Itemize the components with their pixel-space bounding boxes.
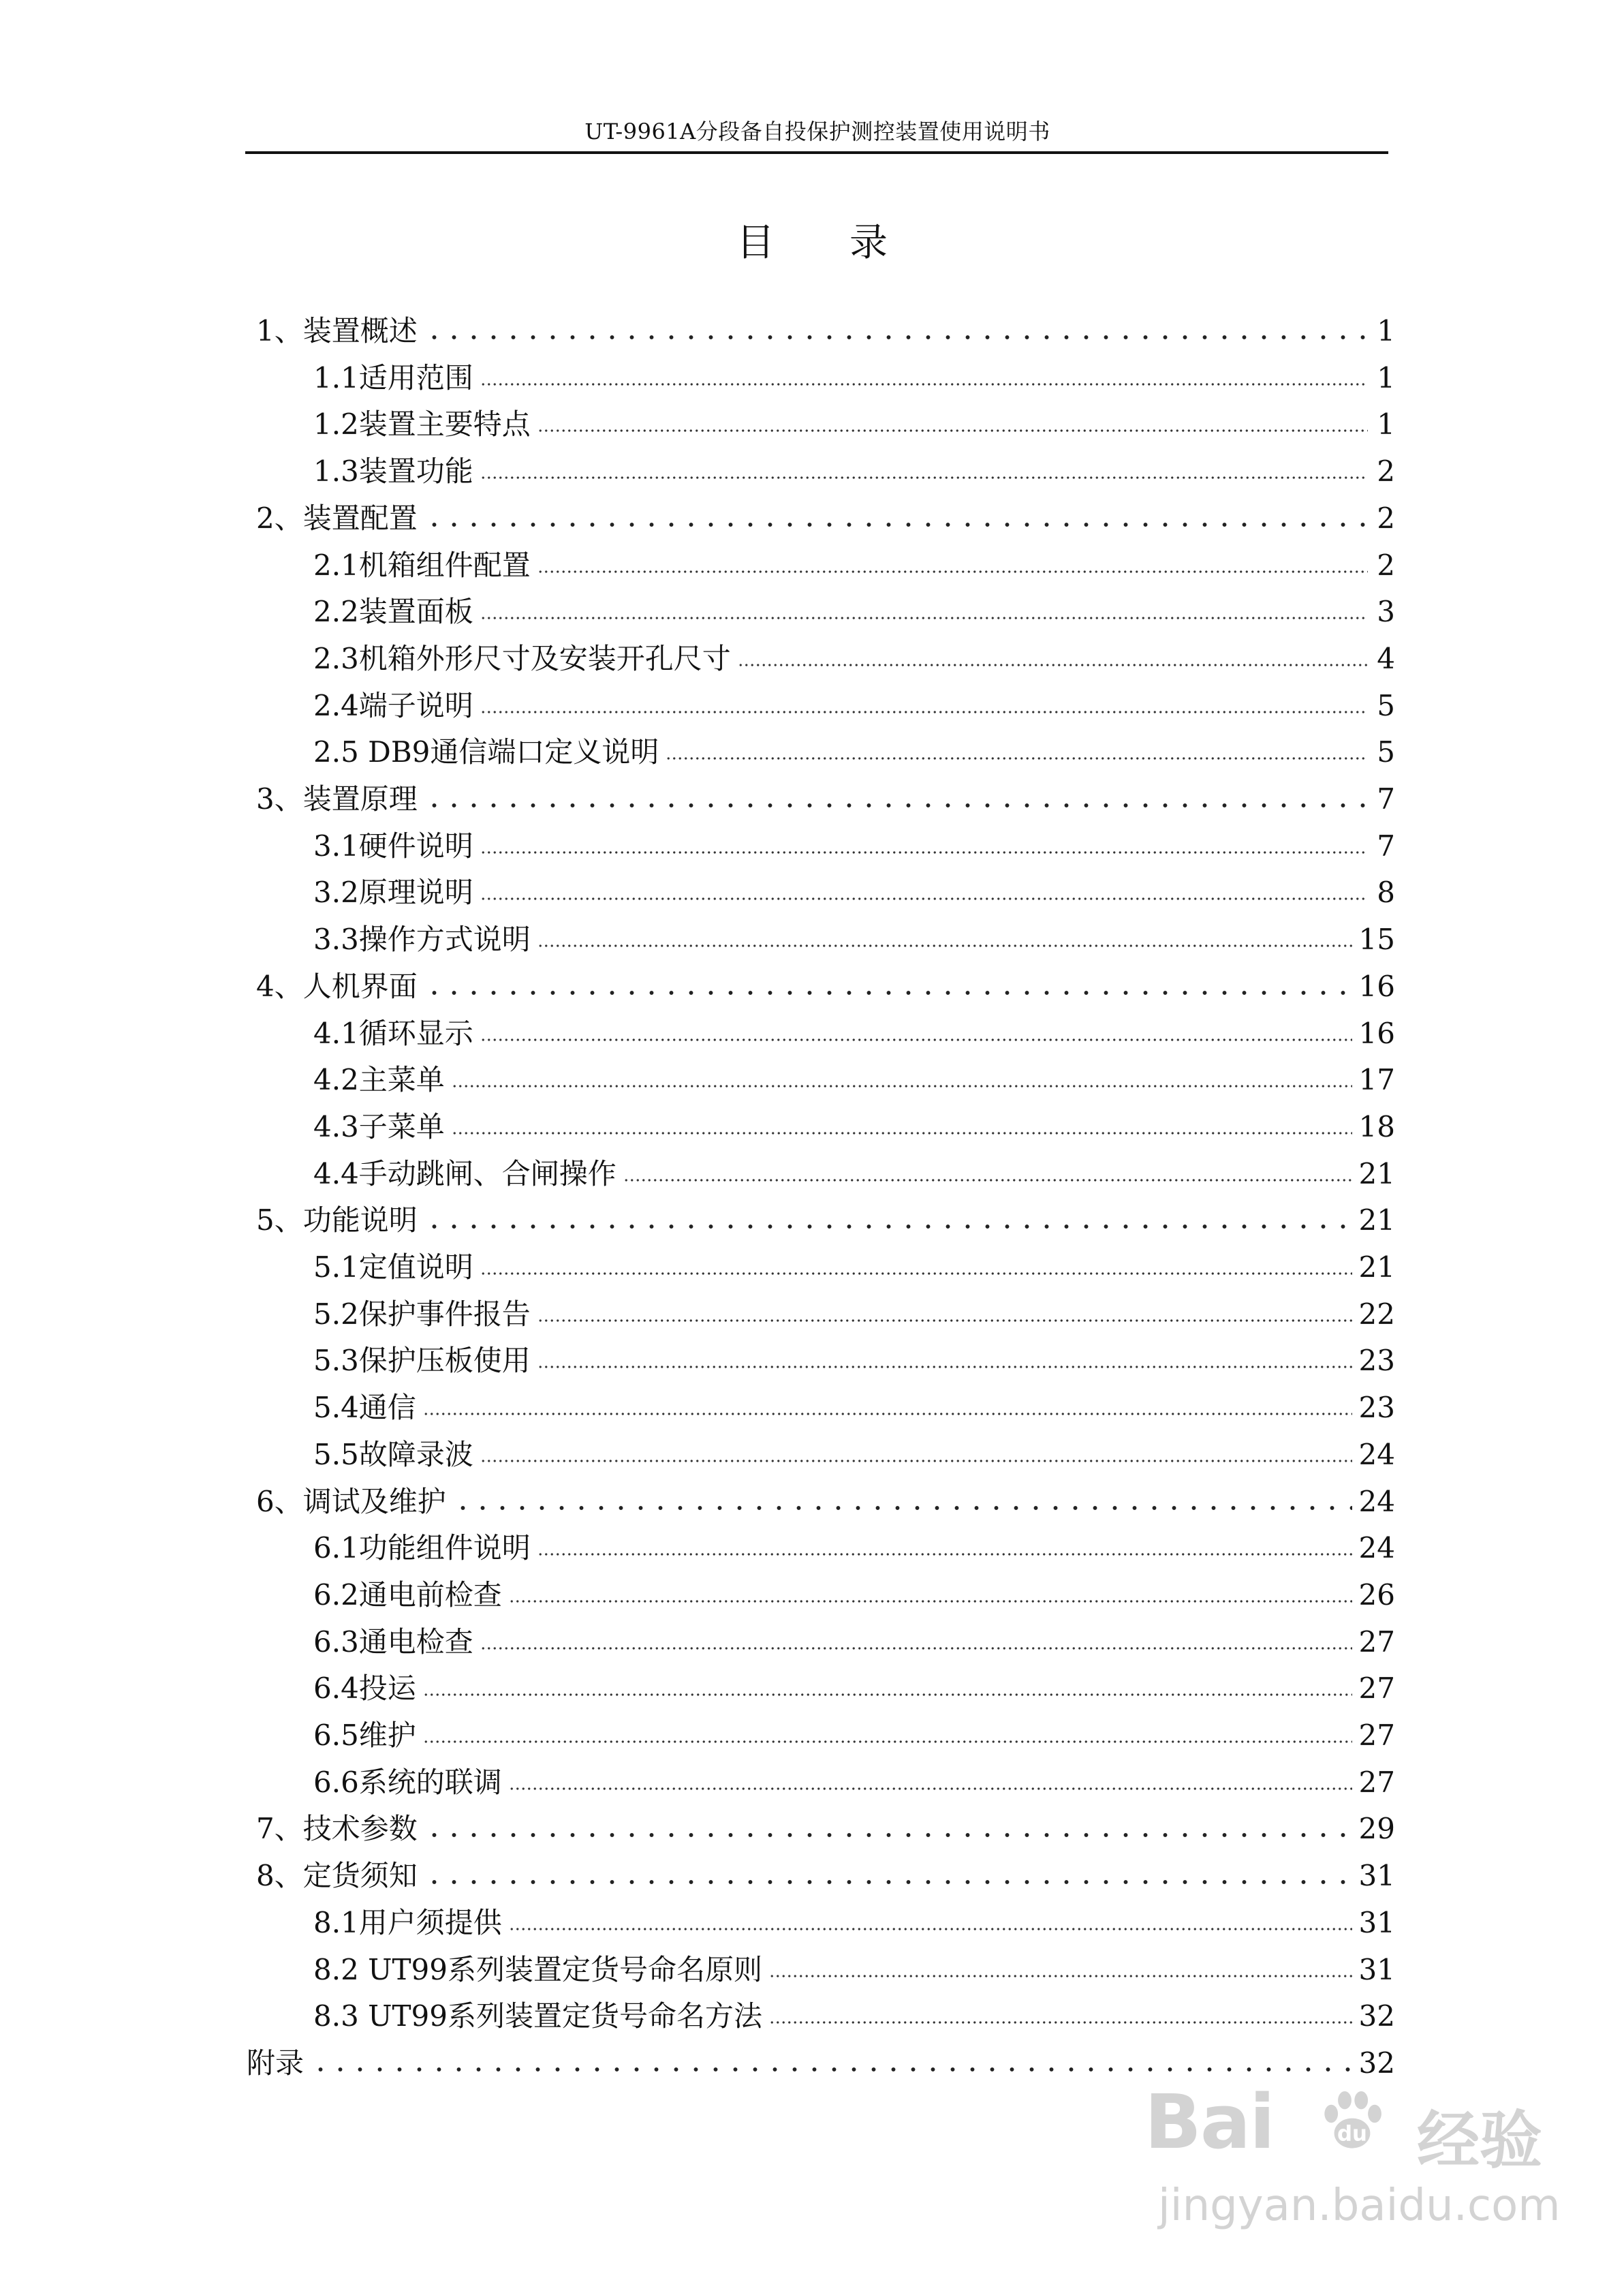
toc-page-number: 27: [1358, 1624, 1395, 1659]
toc-entry-label: 4.4手动跳闸、合闸操作: [313, 1156, 616, 1190]
toc-page-number: 24: [1358, 1437, 1395, 1471]
toc-section-row[interactable]: [313, 1669, 1395, 1708]
header-divider: [245, 151, 1388, 154]
toc-dot-leader: [509, 1926, 1352, 1932]
toc-dot-leader: [738, 662, 1368, 668]
toc-section-row[interactable]: [313, 405, 1395, 444]
toc-title-char: 目: [736, 221, 775, 265]
toc-entry-label: 2.1机箱组件配置: [313, 548, 531, 582]
toc-section-row[interactable]: [313, 1529, 1395, 1567]
toc-dot-leader: [537, 1551, 1352, 1558]
toc-section-row[interactable]: [313, 687, 1395, 725]
toc-chapter-row[interactable]: [256, 968, 1395, 1006]
toc-section-row[interactable]: [313, 1716, 1395, 1755]
toc-page-number: 27: [1358, 1765, 1395, 1799]
toc-entry-label: 附录: [247, 2046, 304, 2080]
toc-section-row[interactable]: [313, 1108, 1395, 1146]
toc-dot-leader: [480, 849, 1368, 856]
toc-dot-leader: [480, 1645, 1352, 1652]
toc-entry-label: 5.1定值说明: [313, 1250, 473, 1284]
toc-entry-label: 2、装置配置: [256, 501, 418, 535]
toc-dot-leader: [423, 1738, 1352, 1745]
toc-dot-leader: [509, 1785, 1352, 1792]
toc-section-row[interactable]: [313, 1155, 1395, 1193]
toc-section-row[interactable]: [313, 1061, 1395, 1099]
toc-page-number: 23: [1358, 1344, 1395, 1378]
toc-dot-leader: [424, 989, 1352, 996]
toc-entry-label: 8.2 UT99系列装置定货号命名原则: [313, 1952, 762, 1986]
toc-dot-leader: [424, 521, 1368, 528]
toc-entry-label: 4.2主菜单: [313, 1063, 445, 1097]
toc-page-number: 15: [1358, 923, 1395, 957]
toc-entry-label: 8.1用户须提供: [313, 1905, 502, 1939]
toc-entry-label: 1、装置概述: [256, 314, 418, 348]
toc-page-number: 31: [1358, 1905, 1395, 1939]
toc-entry-label: 5、功能说明: [256, 1203, 418, 1237]
toc-page-number: 31: [1358, 1859, 1395, 1893]
toc-dot-leader: [453, 1505, 1352, 1511]
toc-section-row[interactable]: [313, 827, 1395, 865]
toc-page-number: 24: [1358, 1531, 1395, 1565]
toc-dot-leader: [480, 1458, 1352, 1464]
toc-section-row[interactable]: [313, 640, 1395, 678]
toc-entry-label: 6.1功能组件说明: [313, 1531, 531, 1565]
toc-section-row[interactable]: [313, 874, 1395, 912]
toc-chapter-row[interactable]: [256, 1483, 1395, 1521]
toc-title: [0, 213, 1624, 267]
toc-dot-leader: [423, 1411, 1352, 1417]
toc-entry-label: 3.1硬件说明: [313, 829, 473, 863]
toc-page-number: 27: [1358, 1672, 1395, 1706]
toc-dot-leader: [509, 1598, 1352, 1605]
toc-entry-label: 6、调试及维护: [256, 1484, 446, 1518]
toc-chapter-row[interactable]: [256, 1810, 1395, 1848]
toc-chapter-row[interactable]: [256, 1201, 1395, 1239]
toc-entry-label: 2.5 DB9通信端口定义说明: [313, 735, 659, 769]
toc-dot-leader: [480, 474, 1368, 481]
toc-dot-leader: [452, 1130, 1352, 1137]
toc-dot-leader: [424, 802, 1368, 809]
toc-section-row[interactable]: [313, 1295, 1395, 1334]
toc-page-number: 2: [1377, 455, 1395, 489]
toc-page-number: 21: [1358, 1250, 1395, 1284]
toc-page-number: 32: [1358, 1999, 1395, 2033]
svg-text:du: du: [1337, 2121, 1367, 2146]
toc-chapter-row[interactable]: [256, 312, 1395, 350]
toc-chapter-row[interactable]: [256, 780, 1395, 818]
toc-section-row[interactable]: [313, 733, 1395, 771]
toc-page-number: 2: [1377, 501, 1395, 535]
toc-dot-leader: [480, 895, 1368, 902]
toc-section-row[interactable]: [313, 921, 1395, 959]
toc-section-row[interactable]: [313, 1951, 1395, 1989]
toc-section-row[interactable]: [313, 1389, 1395, 1427]
toc-entry-label: 6.3通电检查: [313, 1624, 473, 1659]
toc-dot-leader: [537, 1364, 1352, 1370]
toc-page-number: 4: [1377, 641, 1395, 675]
toc-page-number: 7: [1377, 829, 1395, 863]
toc-entry-label: 5.5故障录波: [313, 1437, 473, 1471]
toc-section-row[interactable]: [313, 1015, 1395, 1053]
toc-dot-leader: [769, 1973, 1352, 1980]
toc-page-number: 16: [1358, 969, 1395, 1003]
toc-page-number: 21: [1358, 1156, 1395, 1190]
toc-title-char: 录: [849, 221, 888, 265]
toc-entry-label: 6.4投运: [313, 1672, 416, 1706]
toc-section-row[interactable]: [313, 1763, 1395, 1802]
toc-entry-label: 2.4端子说明: [313, 688, 473, 722]
toc-entry-label: 3.3操作方式说明: [313, 923, 531, 957]
toc-page-number: 27: [1358, 1719, 1395, 1752]
toc-dot-leader: [452, 1083, 1352, 1090]
toc-entry-label: 4.1循环显示: [313, 1016, 473, 1050]
toc-dot-leader: [311, 2066, 1352, 2073]
toc-page-number: 22: [1358, 1297, 1395, 1331]
toc-page-number: 3: [1377, 595, 1395, 629]
toc-entry-label: 8.3 UT99系列装置定货号命名方法: [313, 1999, 762, 2033]
toc-page-number: 31: [1358, 1952, 1395, 1986]
toc-section-row[interactable]: [313, 452, 1395, 491]
toc-entry-label: 5.4通信: [313, 1391, 416, 1425]
toc-dot-leader: [480, 1270, 1352, 1277]
toc-entry-label: 5.2保护事件报告: [313, 1297, 531, 1331]
toc-chapter-row[interactable]: [256, 499, 1395, 538]
toc-page-number: 1: [1377, 314, 1395, 348]
toc-section-row[interactable]: [313, 1623, 1395, 1661]
toc-page-number: 8: [1377, 876, 1395, 910]
toc-dot-leader: [769, 2019, 1352, 2026]
toc-page-number: 17: [1358, 1063, 1395, 1097]
toc-section-row[interactable]: [313, 1997, 1395, 2035]
toc-entry-label: 2.3机箱外形尺寸及安装开孔尺寸: [313, 641, 731, 675]
toc-dot-leader: [537, 568, 1368, 575]
toc-chapter-row[interactable]: [256, 1857, 1395, 1895]
toc-dot-leader: [537, 1317, 1352, 1324]
paw-icon: [1315, 2084, 1390, 2159]
toc-section-row[interactable]: [313, 1576, 1395, 1614]
toc-entry-label: 5.3保护压板使用: [313, 1344, 531, 1378]
watermark-cn: 经验: [1417, 2104, 1543, 2177]
toc-entry-label: 1.3装置功能: [313, 455, 473, 489]
toc-entry-label: 7、技术参数: [256, 1812, 418, 1846]
toc-dot-leader: [623, 1177, 1352, 1184]
toc-section-row[interactable]: [313, 546, 1395, 585]
toc-page-number: 21: [1358, 1203, 1395, 1237]
toc-section-row[interactable]: [313, 359, 1395, 397]
toc-dot-leader: [480, 709, 1368, 715]
toc-entry-label: 2.2装置面板: [313, 595, 473, 629]
toc-section-row[interactable]: [313, 1342, 1395, 1380]
toc-appendix-row[interactable]: [247, 2044, 1395, 2082]
toc-page-number: 5: [1377, 688, 1395, 722]
toc-page-number: 2: [1377, 548, 1395, 582]
toc-dot-leader: [480, 1036, 1352, 1043]
toc-entry-label: 6.6系统的联调: [313, 1765, 502, 1799]
toc-page-number: 32: [1358, 2046, 1395, 2080]
watermark-brand: Bai: [1144, 2078, 1274, 2166]
toc-entry-label: 1.2装置主要特点: [313, 407, 531, 442]
toc-page-number: 29: [1358, 1812, 1395, 1846]
toc-dot-leader: [480, 381, 1368, 388]
toc-page-number: 24: [1358, 1484, 1395, 1518]
toc-dot-leader: [423, 1691, 1352, 1698]
toc-page-number: 7: [1377, 782, 1395, 816]
toc-entry-label: 1.1适用范围: [313, 360, 473, 395]
toc-page-number: 18: [1358, 1109, 1395, 1143]
toc-dot-leader: [480, 615, 1368, 621]
toc-section-row[interactable]: [313, 1436, 1395, 1474]
toc-entry-label: 4.3子菜单: [313, 1109, 445, 1143]
toc-page-number: 1: [1377, 407, 1395, 442]
toc-entry-label: 6.5维护: [313, 1719, 416, 1752]
toc-section-row[interactable]: [313, 1904, 1395, 1942]
toc-entry-label: 6.2通电前检查: [313, 1577, 502, 1612]
watermark: [1144, 2078, 1561, 2283]
toc-dot-leader: [424, 1832, 1352, 1838]
toc-entry-label: 4、人机界面: [256, 969, 418, 1003]
toc-dot-leader: [424, 1879, 1352, 1885]
toc-section-row[interactable]: [313, 593, 1395, 631]
running-header: UT-9961A分段备自投保护测控装置使用说明书: [584, 119, 1050, 144]
toc-entry-label: 8、定货须知: [256, 1859, 418, 1893]
toc-page-number: 1: [1377, 360, 1395, 395]
toc-dot-leader: [424, 1223, 1352, 1230]
toc-section-row[interactable]: [313, 1248, 1395, 1287]
toc-page-number: 23: [1358, 1391, 1395, 1425]
toc-page-number: 5: [1377, 735, 1395, 769]
toc-dot-leader: [666, 755, 1368, 762]
toc-entry-label: 3、装置原理: [256, 782, 418, 816]
toc-page-number: 26: [1358, 1577, 1395, 1612]
toc-entry-label: 3.2原理说明: [313, 876, 473, 910]
watermark-url: jingyan.baidu.com: [1158, 2181, 1561, 2231]
toc-dot-leader: [537, 427, 1368, 434]
toc-dot-leader: [537, 942, 1352, 949]
toc-dot-leader: [424, 334, 1368, 341]
toc-page-number: 16: [1358, 1016, 1395, 1050]
